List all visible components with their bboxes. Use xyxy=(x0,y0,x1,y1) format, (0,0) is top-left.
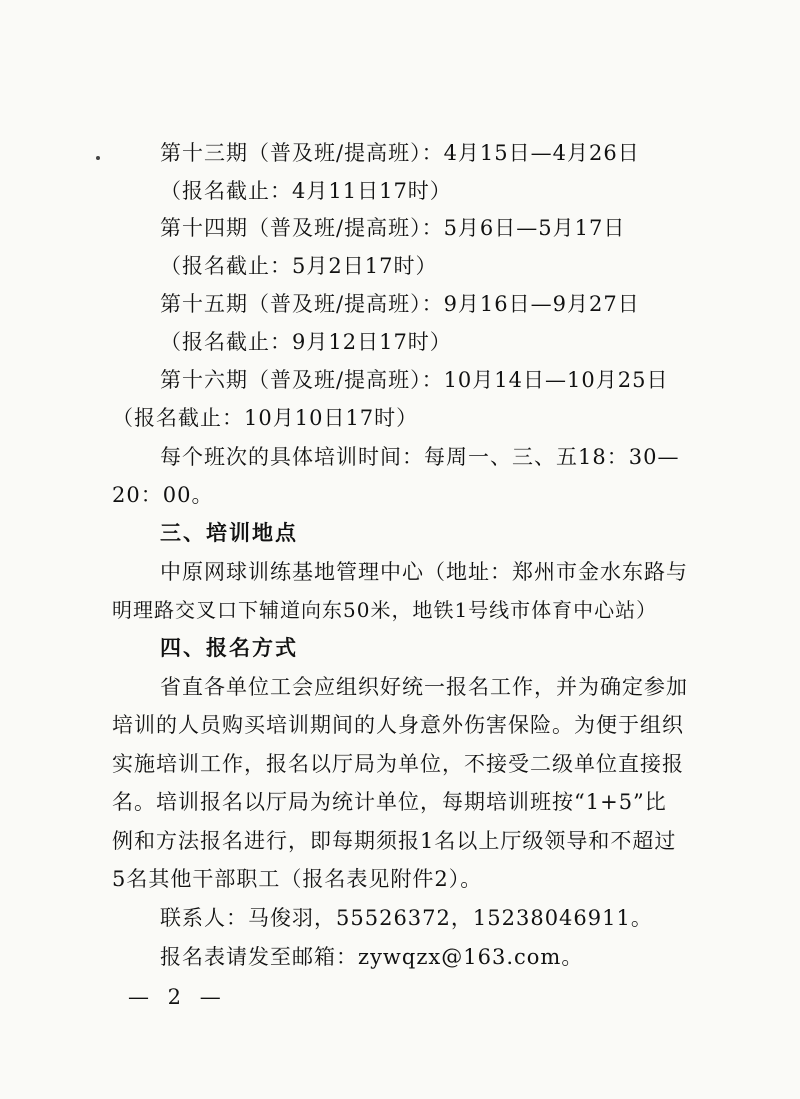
location-line-2: 明理路交叉口下辅道向东50米，地铁1号线市体育中心站） xyxy=(112,598,658,622)
training-time: 每个班次的具体培训时间：每周一、三、五18：30— xyxy=(160,445,680,469)
contact-email: 报名表请发至邮箱：zywqzx@163.com。 xyxy=(160,945,584,969)
registration-para-2: 培训的人员购买培训期间的人身意外伤害保险。为便于组织 xyxy=(112,713,684,737)
session-16: 第十六期（普及班/提高班）：10月14日—10月25日 xyxy=(160,368,669,392)
session-13-deadline: （报名截止：4月11日17时） xyxy=(160,179,452,203)
page-number: — 2 — xyxy=(128,985,227,1009)
session-16-deadline: （报名截止：10月10日17时） xyxy=(112,406,419,430)
registration-para-3: 实施培训工作，报名以厅局为单位，不接受二级单位直接报 xyxy=(112,752,684,776)
registration-para-6: 5名其他干部职工（报名表见附件2）。 xyxy=(112,867,483,891)
section-heading-registration: 四、报名方式 xyxy=(160,636,298,660)
location-line-1: 中原网球训练基地管理中心（地址：郑州市金水东路与 xyxy=(160,560,688,584)
training-time-cont: 20：00。 xyxy=(112,483,214,507)
session-14-deadline: （报名截止：5月2日17时） xyxy=(160,254,438,278)
registration-para-1: 省直各单位工会应组织好统一报名工作，并为确定参加 xyxy=(160,675,688,699)
session-15-deadline: （报名截止：9月12日17时） xyxy=(160,330,452,354)
session-15: 第十五期（普及班/提高班）：9月16日—9月27日 xyxy=(160,292,640,316)
section-heading-location: 三、培训地点 xyxy=(160,521,298,545)
scan-mark xyxy=(96,156,100,160)
registration-para-4: 名。培训报名以厅局为统计单位，每期培训班按“1+5”比 xyxy=(112,790,667,814)
contact-person: 联系人：马俊羽，55526372，15238046911。 xyxy=(160,906,653,930)
session-14: 第十四期（普及班/提高班）：5月6日—5月17日 xyxy=(160,216,626,240)
session-13: 第十三期（普及班/提高班）：4月15日—4月26日 xyxy=(160,141,640,165)
registration-para-5: 例和方法报名进行，即每期须报1名以上厅级领导和不超过 xyxy=(112,829,677,853)
